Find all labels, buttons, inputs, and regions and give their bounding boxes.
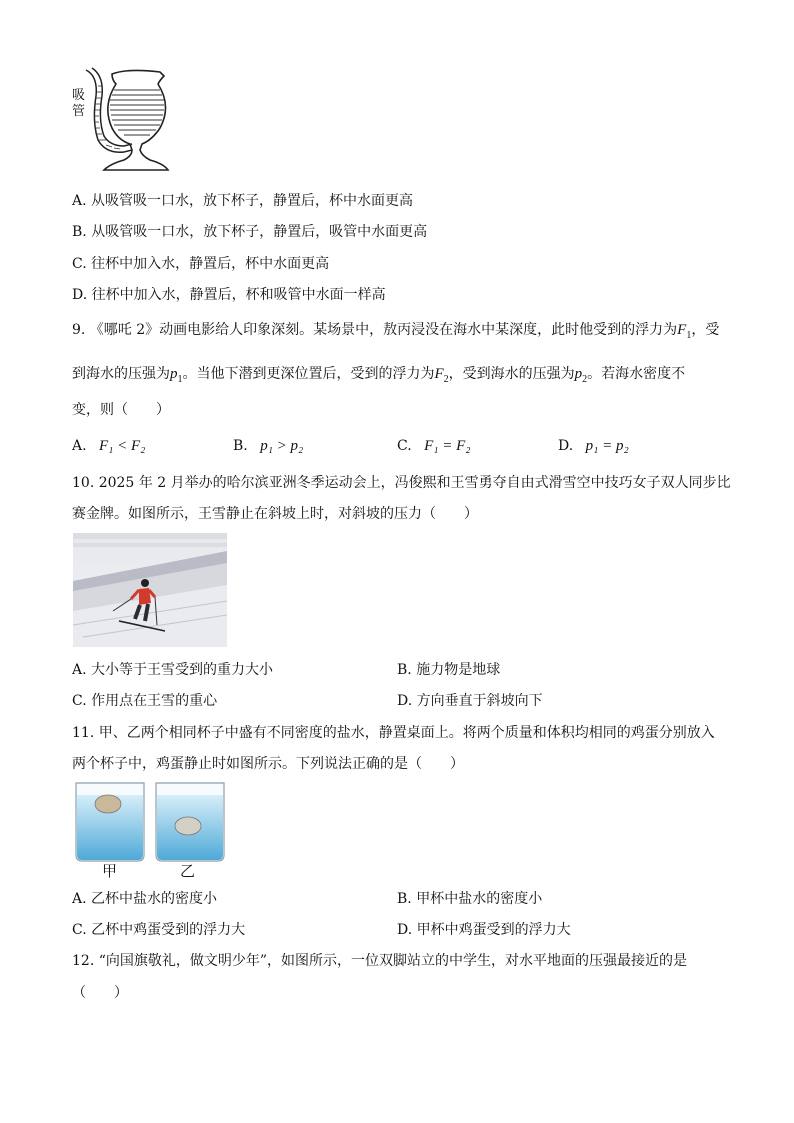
q11-option-a: A. 乙杯中盐水的密度小: [72, 891, 218, 907]
q8-option-c: C. 往杯中加入水，静置后，杯中水面更高: [72, 256, 330, 272]
q8-option-d: D. 往杯中加入水，静置后，杯和吸管中水面一样高: [72, 287, 386, 303]
q9-p1: $p_1$: [170, 366, 183, 385]
q9-option-d: [558, 437, 629, 455]
beakers-figure: [72, 779, 232, 863]
q11-line-2: 两个杯子中，鸡蛋静止时如图所示。下列说法正确的是（ ）: [72, 756, 464, 772]
q10-option-a: A. 大小等于王雪受到的重力大小: [72, 662, 274, 678]
q9-option-d-math: p₁ = p₂: [585, 438, 629, 454]
skier-photo: [73, 533, 227, 647]
q12-line-2: （ ）: [72, 985, 128, 1001]
q9-option-b: [233, 437, 303, 455]
q9-option-c-math: F₁ = F₂: [424, 438, 471, 454]
q9-f2: $F_2$: [434, 366, 449, 385]
q10-option-b: B. 施力物是地球: [397, 662, 501, 678]
q8-option-a: A. 从吸管吸一口水，放下杯子，静置后，杯中水面更高: [72, 193, 414, 209]
q9-option-d-label: D.: [558, 438, 574, 454]
q9-text-2a: 到海水的压强为: [72, 366, 170, 382]
q8-option-b: B. 从吸管吸一口水，放下杯子，静置后，吸管中水面更高: [72, 224, 428, 240]
q9-f1: $F_1$: [677, 322, 692, 341]
q11-option-c: C. 乙杯中鸡蛋受到的浮力大: [72, 922, 246, 938]
q10-line-2: 赛金牌。如图所示，王雪静止在斜坡上时，对斜坡的压力（ ）: [72, 506, 478, 522]
cup-label-yi: 乙: [180, 862, 196, 880]
q10-option-c: C. 作用点在王雪的重心: [72, 693, 218, 709]
q11-option-b: B. 甲杯中盐水的密度小: [397, 891, 543, 907]
q9-option-b-math: p₁ > p₂: [260, 438, 304, 454]
q9-option-a-math: F₁ < F₂: [99, 438, 146, 454]
q9-line-1: [72, 321, 719, 345]
q10-option-d: D. 方向垂直于斜坡向下: [397, 693, 543, 709]
q9-option-c-label: C.: [397, 438, 412, 454]
q9-p2: $p_2$: [574, 366, 588, 385]
q9-text-1: 9. 《哪吒 2》动画电影给人印象深刻。某场景中，敖丙浸没在海水中某深度，此时他受到的浮力为: [72, 322, 678, 338]
q9-option-c: [397, 437, 471, 455]
q10-line-1: 10. 2025 年 2 月举办的哈尔滨亚洲冬季运动会上，冯俊熙和王雪勇夺自由式滑雪空中技巧女子双人同步比: [72, 475, 731, 491]
cup-straw-figure: [68, 66, 178, 176]
q11-line-1: 11. 甲、乙两个相同杯子中盛有不同密度的盐水，静置桌面上。将两个质量和体积均相同的鸡蛋分别放入: [72, 725, 715, 741]
q9-line-3: 变，则（ ）: [72, 402, 170, 418]
cup-label-jia: 甲: [102, 862, 118, 880]
q9-line-2: [72, 365, 685, 389]
q9-option-a-label: A.: [72, 438, 87, 454]
q12-line-1: 12. “向国旗敬礼，做文明少年”，如图所示，一位双脚站立的中学生，对水平地面的压强最接近的是: [72, 953, 688, 969]
straw-label: 吸 管: [72, 88, 86, 119]
q9-option-a: [72, 437, 145, 455]
q11-option-d: D. 甲杯中鸡蛋受到的浮力大: [397, 922, 571, 938]
q9-text-2d: 。若海水密度不: [587, 366, 686, 382]
q9-text-1-end: ，受: [691, 322, 720, 338]
q9-text-2c: ，受到海水的压强为: [448, 366, 575, 382]
q9-text-2b: 。当他下潜到更深位置后，受到的浮力为: [182, 366, 435, 382]
q9-option-b-label: B.: [233, 438, 248, 454]
